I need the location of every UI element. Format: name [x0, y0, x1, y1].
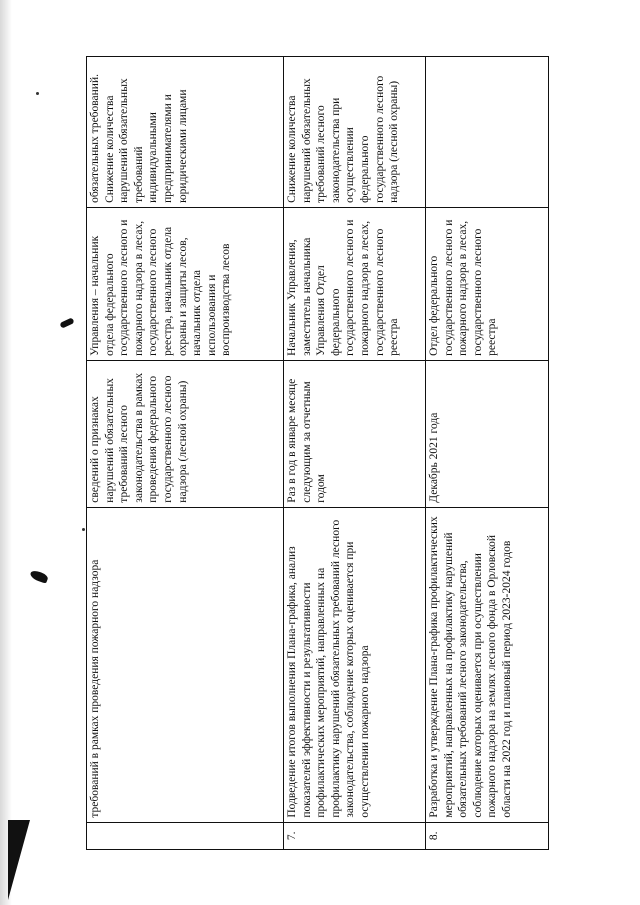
- row-number: [87, 822, 284, 849]
- scan-dot: [36, 92, 39, 95]
- event-cell: Подведение итогов выполнения Плана-графика, анализ показателей эффективности и результативности профилактических мероприятий, направленных на профилактику нарушений обязательных требований лесного законодательства, соблюдение которых оценивается при осуществлении пожарного надзора: [284, 507, 426, 822]
- scan-shadow: [0, 0, 12, 905]
- scan-speck: [29, 569, 49, 584]
- rotated-page: [86, 56, 548, 850]
- term-cell: Декабрь 2021 года: [426, 360, 549, 507]
- term-cell: Раз в год в январе месяце следующим за отчетным годом: [284, 360, 426, 507]
- row-number: 8.: [426, 822, 549, 849]
- scan-speck: [59, 317, 74, 328]
- plan-table: [86, 56, 549, 850]
- event-cell: требований в рамках проведения пожарного надзора: [87, 507, 284, 822]
- responsible-cell: Управления – начальник отдела федерального государственного лесного и пожарного надзора в лесах, государственного лесного реестра, начальник отдела охраны и защиты лесов, начальник отдела использования и воспроизводства лесов: [87, 207, 284, 360]
- scan-corner-mark: [8, 820, 30, 900]
- term-cell: сведений о признаках нарушений обязательных требований лесного законодательства в рамках проведения федерального государственного лесного надзора (лесной охраны): [87, 360, 284, 507]
- result-cell: обязательных требований. Снижение количества нарушений обязательных требований индивидуальными предпринимателями и юридическими лицами: [87, 57, 284, 208]
- responsible-cell: Отдел федерального государственного лесного и пожарного надзора в лесах, государственного лесного реестра: [426, 207, 549, 360]
- scan-dot: [82, 528, 85, 531]
- table-row: [426, 57, 549, 850]
- table-row: [87, 57, 284, 850]
- table-row: [284, 57, 426, 850]
- event-cell: Разработка и утверждение Плана-графика профилактических мероприятий, направленных на профилактику нарушений обязательных требований лесного законодательства, соблюдение которых оценивается при осуществлении пожарного надзора на землях лесного фонда в Орловской области на 2022 год и плановый период 2023-2024 годов: [426, 507, 549, 822]
- responsible-cell: Начальник Управления, заместитель начальника Управления Отдел федерального государственного лесного и пожарного надзора в лесах, государственного лесного реестра: [284, 207, 426, 360]
- result-cell: Снижение количества нарушений обязательных требований лесного законодательства при осуществлении федерального государственного лесного надзора (лесной охраны): [284, 57, 426, 208]
- result-cell: [426, 57, 549, 208]
- row-number: 7.: [284, 822, 426, 849]
